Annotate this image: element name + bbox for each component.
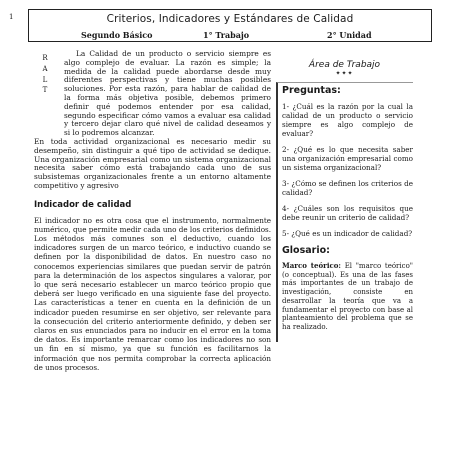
grade-label: Segundo Básico xyxy=(81,30,153,40)
intro-paragraph: La Calidad de un producto o servicio siempre es algo complejo de evaluar. La razón es simple; la medida de la calidad puede abordarse desde muy diferentes perspectivas y tiene muchas posibles soluciones. Por esta razón, para hablar de calidad de la forma más objetiva posible, debemos primero definir qué podemos entender por esa calidad, segundo especificar cómo vamos a evaluar esa calidad y tercero dejar claro qué nivel de calidad deseamos y si lo podremos alcanzar. xyxy=(64,49,271,138)
page-number: 1 xyxy=(9,13,14,21)
question-item: 5- ¿Qué es un indicador de calidad? xyxy=(282,229,413,238)
section-heading: Indicador de calidad xyxy=(34,199,132,210)
glossary-entry xyxy=(282,262,413,332)
work-area-title: Área de Trabajo xyxy=(308,60,381,70)
star-ornament-icon: ✦✦✦ xyxy=(335,70,354,77)
document-title: Criterios, Indicadores y Estándares de Calidad xyxy=(106,13,354,25)
glossary-title: Glosario: xyxy=(282,245,330,256)
question-item: 3- ¿Cómo se definen los criterios de calidad? xyxy=(282,179,413,197)
side-letter: T xyxy=(42,86,48,95)
question-item: 1- ¿Cuál es la razón por la cual la calidad de un producto o servicio siempre es algo complejo de evaluar? xyxy=(282,102,413,138)
questions-title: Preguntas: xyxy=(282,85,341,96)
glossary-term: Marco teórico: xyxy=(282,261,342,270)
question-item: 2- ¿Qué es lo que necesita saber una organización empresarial como un sistema organizacional? xyxy=(282,145,413,172)
work-label: 1° Trabajo xyxy=(203,30,250,40)
performance-paragraph: En toda actividad organizacional es necesario medir su desempeño, sin distinguir a qué tipo de actividad se dedique. Una organización empresarial como un sistema organizacional necesita saber cómo está trabajando cada uno de sus subsistemas organizacionales frente a un entorno altamente competitivo y agresivo xyxy=(34,136,271,190)
header-box xyxy=(28,9,432,42)
side-letter: A xyxy=(42,64,48,73)
glossary-definition: El "marco teórico" (o conceptual). Es una de las fases más importantes de un trabajo de investigación, consiste en desarrollar la teoría que va a fundamentar el proyecto con base al planteamiento del problema que se ha realizado. xyxy=(282,262,413,331)
work-area-sidebar xyxy=(276,61,413,342)
indicator-paragraph: El indicador no es otra cosa que el instrumento, normalmente numérico, que permite medir cada uno de los criterios definidos. Los métodos más comunes son el deductivo, cuando los indicadores surgen de un marco teórico, e inductivo cuando se definen por la disponibilidad de datos. En nuestro caso no conocemos experiencias similares que puedan servir de patrón para la determinación de los aspectos singulares a valorar, por lo que será necesario establecer un marco teórico propio que deberá ser luego verificado en una siguiente fase del proyecto. Las características a tener en cuenta en la definición de un indicador pueden resumirse en ser objetivo, ser relevante para la consecución del criterio anteriormente definido, y deben ser claros en sus enunciados para no inducir en el error en la toma de datos. Es importante remarcar como los indicadores no son un fin en sí mismo, ya que su función es facilitarnos la información que nos permita comprobar la correcta aplicación de unos procesos. xyxy=(34,215,271,372)
main-column xyxy=(34,50,271,372)
questions-panel xyxy=(276,82,413,342)
unit-label: 2° Unidad xyxy=(327,30,372,40)
side-letter: L xyxy=(42,75,48,84)
question-item: 4- ¿Cuáles son los requisitos que debe reunir un criterio de calidad? xyxy=(282,204,413,222)
side-letter: R xyxy=(42,54,48,62)
